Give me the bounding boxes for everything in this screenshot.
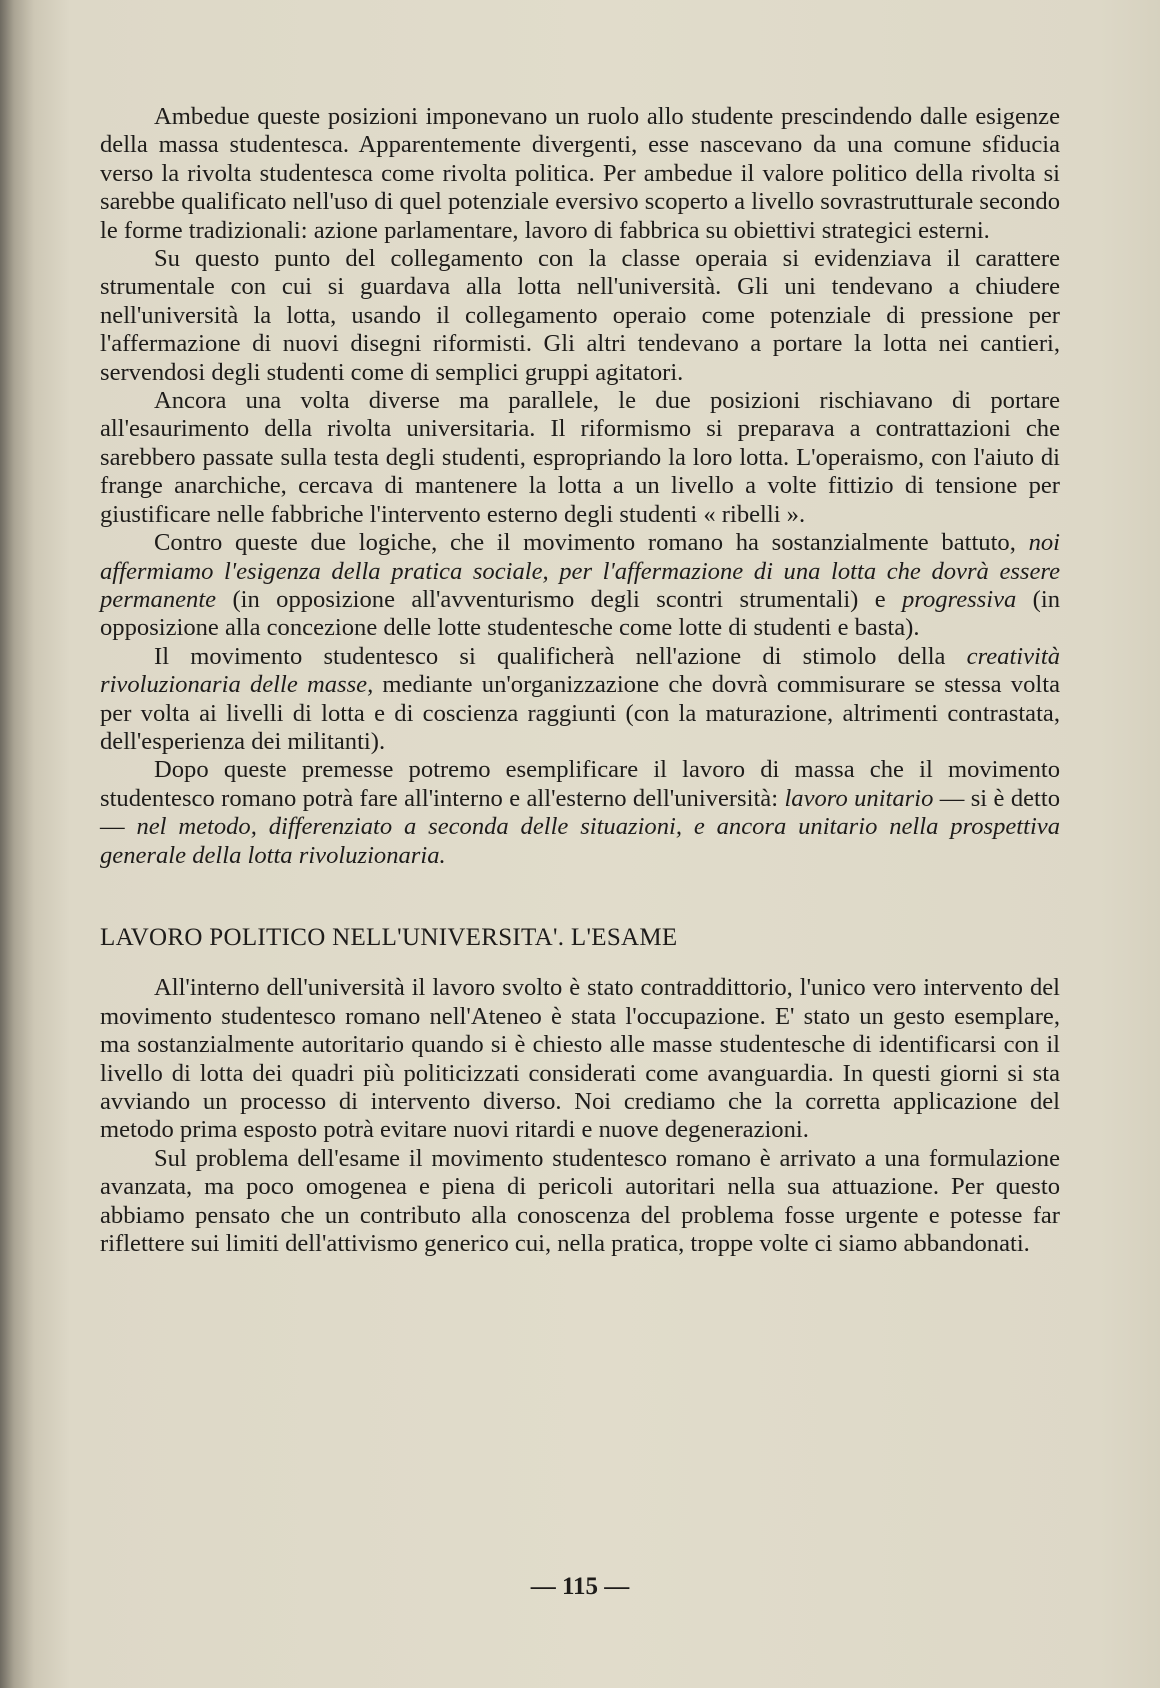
paragraph-5 [100, 643, 1060, 757]
paragraph-4-italic: noi affermiamo l'esigenza della pratica sociale, per l'affermazione di una lotta che dovrà essere permanente [100, 529, 1060, 613]
section-heading: LAVORO POLITICO NELL'UNIVERSITA'. L'ESAME [100, 923, 678, 951]
paragraph-3: Ancora una volta diverse ma parallele, le due posizioni rischiavano di portare all'esaurimento della rivolta universitaria. Il riformismo si preparava a contrattazioni che sarebbero passate sulla testa degli studenti, espropriando la loro lotta. L'operaismo, con l'aiuto di frange anarchiche, cercava di mantenere la lotta a un livello a volte fittizio di tensione per giustificare nelle fabbriche l'intervento esterno degli studenti « ribelli ». [100, 387, 1060, 528]
paragraph-4-text: Contro queste due logiche, che il movimento romano ha sostanzialmente battuto, [154, 529, 1029, 557]
paragraph-4-italic-2: progressiva [902, 585, 1017, 613]
paragraph-4-text-3: (in opposizione alla concezione delle lotte studentesche come lotte di studenti e basta). [100, 585, 1061, 642]
paragraph-6 [100, 756, 1060, 870]
paragraph-6-text-2: — si è detto — [100, 784, 1060, 841]
paragraph-6-italic: lavoro unitario [784, 784, 934, 812]
paragraph-6-text: Dopo queste premesse potremo esemplificare il lavoro di massa che il movimento studentesco romano potrà fare all'interno e all'esterno dell'università: [100, 756, 1060, 812]
paragraph-6-italic-2: nel metodo, differenziato a seconda delle situazioni, e ancora unitario nella prospettiva generale della lotta rivoluzionaria. [100, 813, 1060, 869]
paragraph-4 [100, 529, 1060, 643]
page-number: — 115 — [530, 1573, 630, 1600]
paragraph-2: Su questo punto del collegamento con la classe operaia si evidenziava il carattere strumentale con cui si guardava alla lotta nell'università. Gli uni tendevano a chiudere nell'università la lotta, usando il collegamento operaio come potenziale di pressione per l'affermazione di nuovi disegni riformisti. Gli altri tendevano a portare la lotta nei cantieri, servendosi degli studenti come di semplici gruppi agitatori. [100, 245, 1060, 386]
paragraph-8: Sul problema dell'esame il movimento studentesco romano è arrivato a una formulazione avanzata, ma poco omogenea e piena di pericoli autoritari nella sua attuazione. Per questo abbiamo pensato che un contributo alla conoscenza del problema fosse urgente e potesse far riflettere sui limiti dell'attivismo generico cui, nella pratica, troppe volte ci siamo abbandonati. [100, 1144, 1060, 1258]
paragraph-5-text-2: mediante un'organizzazione che dovrà commisurare se stessa volta per volta ai livelli di lotta e di coscienza raggiunti (con la maturazione, altrimenti contrastata, dell'esperienza dei militanti). [100, 671, 1060, 755]
paragraph-4-text-2: (in opposizione all'avventurismo degli scontri strumentali) e [216, 585, 902, 613]
paragraph-5-italic: creatività rivoluzionaria delle masse, [100, 642, 1060, 699]
paragraph-5-text: Il movimento studentesco si qualificherà nell'azione di stimolo della [154, 642, 967, 670]
body-text [100, 103, 1060, 1258]
paragraph-1: Ambedue queste posizioni imponevano un ruolo allo studente prescindendo dalle esigenze della massa studentesca. Apparentemente divergenti, esse nascevano da una comune sfiducia verso la rivolta studentesca come rivolta politica. Per ambedue il valore politico della rivolta si sarebbe qualificato nell'uso di quel potenziale eversivo scoperto a livello sovrastrutturale secondo le forme tradizionali: azione parlamentare, lavoro di fabbrica su obiettivi strategici esterni. [100, 103, 1060, 244]
paragraph-7: All'interno dell'università il lavoro svolto è stato contraddittorio, l'unico vero intervento del movimento studentesco romano nell'Ateneo è stata l'occupazione. E' stato un gesto esemplare, ma sostanzialmente autoritario quando si è chiesto alle masse studentesche di identificarsi con il livello di lotta dei quadri più politicizzati considerati come avanguardia. In questi giorni si sta avviando un processo di intervento diverso. Noi crediamo che la corretta applicazione del metodo prima esposto potrà evitare nuovi ritardi e nuove degenerazioni. [100, 974, 1060, 1144]
